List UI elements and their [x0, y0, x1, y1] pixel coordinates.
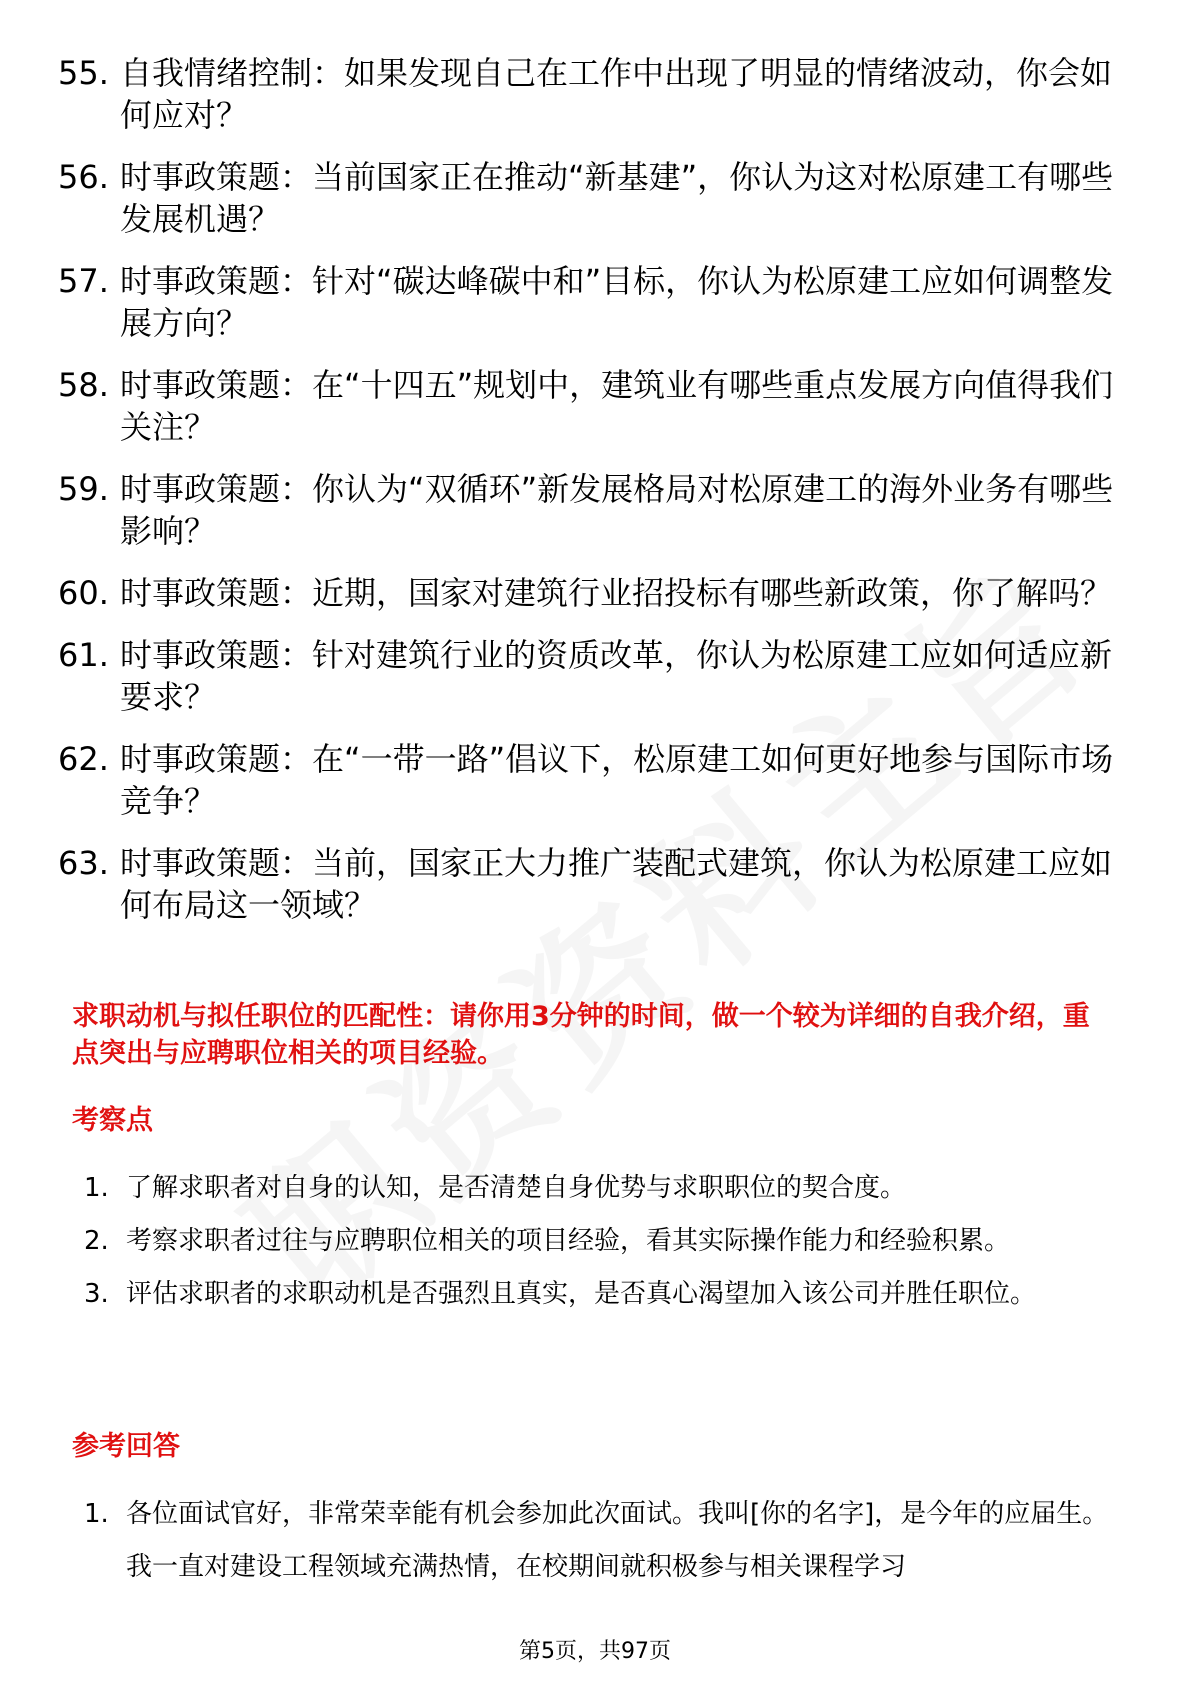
question-item: [58, 468, 1138, 552]
exam-points-title: 考察点: [72, 1105, 153, 1136]
question-text: 时事政策题：针对建筑行业的资质改革，你认为松原建工应如何适应新要求？: [120, 636, 1113, 716]
list-item-text: 各位面试官好，非常荣幸能有机会参加此次面试。我叫[你的名字]，是今年的应届生。我一直对建设工程领域充满热情，在校期间就积极参与相关课程学习: [126, 1499, 1109, 1582]
question-text: 时事政策题：你认为“双循环”新发展格局对松原建工的海外业务有哪些影响？: [120, 470, 1114, 550]
question-item: [58, 364, 1138, 448]
question-number: 60.: [58, 574, 109, 612]
question-number: 55.: [58, 54, 109, 92]
question-item: [58, 842, 1138, 926]
question-text: 时事政策题：在“十四五”规划中，建筑业有哪些重点发展方向值得我们关注？: [120, 366, 1114, 446]
question-number: 56.: [58, 158, 109, 196]
list-item-number: 1.: [84, 1499, 109, 1529]
question-list: [58, 52, 1138, 946]
question-item: [58, 52, 1138, 136]
question-number: 59.: [58, 470, 109, 508]
list-item: [84, 1268, 1124, 1321]
question-item: [58, 738, 1138, 822]
question-text: 时事政策题：近期，国家对建筑行业招投标有哪些新政策，你了解吗？: [120, 574, 1113, 612]
question-number: 57.: [58, 262, 109, 300]
question-item: [58, 260, 1138, 344]
question-number: 61.: [58, 636, 109, 674]
question-text: 时事政策题：当前，国家正大力推广装配式建筑，你认为松原建工应如何布局这一领域？: [120, 844, 1113, 924]
page-footer: 第5页，共97页: [519, 1639, 671, 1664]
question-text: 时事政策题：针对“碳达峰碳中和”目标，你认为松原建工应如何调整发展方向？: [120, 262, 1114, 342]
question-text: 时事政策题：在“一带一路”倡议下，松原建工如何更好地参与国际市场竞争？: [120, 740, 1114, 820]
question-number: 58.: [58, 366, 109, 404]
question-text: 自我情绪控制：如果发现自己在工作中出现了明显的情绪波动，你会如何应对？: [120, 54, 1113, 134]
question-item: [58, 572, 1138, 614]
list-item: [84, 1162, 1124, 1215]
question-text: 时事政策题：当前国家正在推动“新基建”，你认为这对松原建工有哪些发展机遇？: [120, 158, 1114, 238]
highlighted-question: 求职动机与拟任职位的匹配性：请你用3分钟的时间，做一个较为详细的自我介绍，重点突出与应聘职位相关的项目经验。: [72, 1001, 1090, 1069]
question-item: [58, 634, 1138, 718]
list-item-number: 3.: [84, 1279, 109, 1309]
reference-answer-title: 参考回答: [72, 1431, 180, 1462]
list-item-text: 了解求职者对自身的认知，是否清楚自身优势与求职职位的契合度。: [126, 1173, 907, 1203]
exam-points-list: [84, 1162, 1124, 1321]
list-item-text: 评估求职者的求职动机是否强烈且真实，是否真心渴望加入该公司并胜任职位。: [126, 1279, 1037, 1309]
question-item: [58, 156, 1138, 240]
reference-answer-list: [84, 1488, 1124, 1594]
list-item-number: 2.: [84, 1226, 109, 1256]
question-number: 63.: [58, 844, 109, 882]
list-item-text: 考察求职者过往与应聘职位相关的项目经验，看其实际操作能力和经验积累。: [126, 1226, 1011, 1256]
list-item-number: 1.: [84, 1173, 109, 1203]
list-item: [84, 1215, 1124, 1268]
question-number: 62.: [58, 740, 109, 778]
list-item: [84, 1488, 1124, 1594]
